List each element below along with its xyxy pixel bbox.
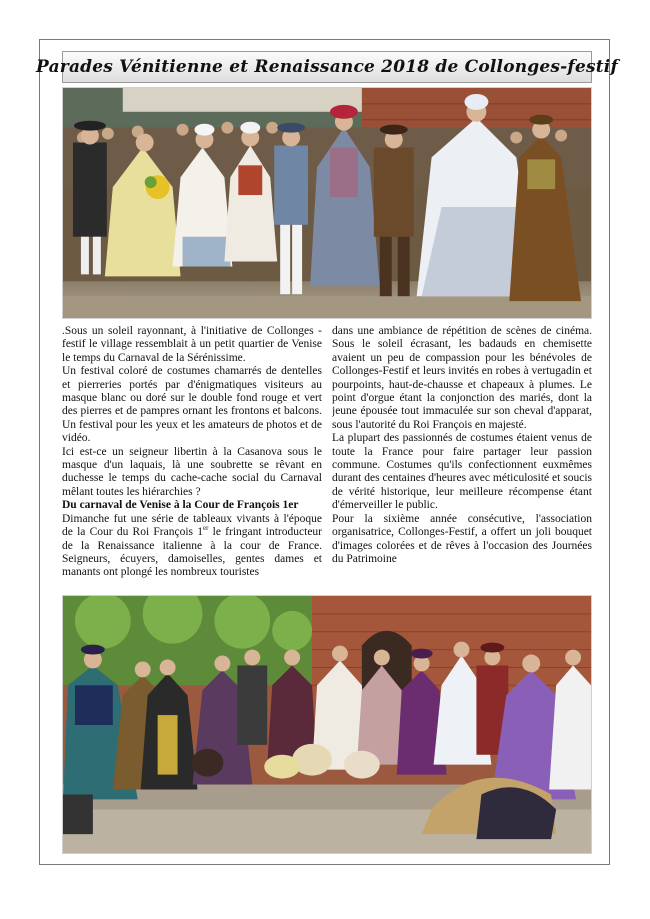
left-paragraph-4-start: Dimanche fut une série de tableaux vivants à l'époque de la Cour du Roi François 1: [62, 512, 322, 539]
renaissance-group-photo: [62, 595, 592, 854]
parade-photo-top: [62, 87, 592, 319]
left-paragraph-2: Un festival coloré de costumes chamarrés de dentelles et pierreries portés par d'énigmatiques visiteurs au masque blanc ou doré sur le double fond rouge et vert des pierres et de pampres ornant les frontons et balcons. Un festival pour les yeux et les amateurs de photos et de vidéo.: [62, 365, 322, 445]
section-heading: Du carnaval de Venise à la Cour de François 1er: [62, 499, 299, 512]
left-paragraph-1: .Sous un soleil rayonnant, à l'initiative de Collonges -festif le village ressemblait à un petit quartier de Venise le temps du Carnaval de la Sérénissime.: [62, 325, 322, 364]
right-paragraph-2: La plupart des passionnés de costumes étaient venus de toute la France pour faire partager leur passion commune. Costumes qu'ils confectionnent euxmêmes durant des centaines d'heures avec méticulosité et soucis de vérité historique, leur meilleure récompense étant d'émerveiller le public.: [332, 432, 592, 512]
left-paragraph-3: Ici est-ce un seigneur libertin à la Casanova sous le masque d'un laquais, là une soubrette se rêvant en duchesse le temps du cache-cache social du Carnaval mêlant toutes les hiérarchies ?: [62, 445, 322, 498]
title-bar: [36, 51, 618, 83]
page-title: Parades Vénitienne et Renaissance 2018 de Collonges-festif: [36, 57, 618, 77]
right-paragraph-3: Pour la sixième année consécutive, l'association organisatrice, Collonges-Festif, a offert un joli bouquet d'images colorées et de rêves à l'occasion des Journées du Patrimoine: [332, 512, 592, 565]
left-paragraph-4-end: le fringant introducteur de la Renaissance italienne à la cour de France. Seigneurs, écuyers, damoiselles, gentes dames et manants ont plongé les nombreux touristes: [62, 526, 322, 579]
article-columns: [62, 325, 592, 591]
article-right-column: [332, 325, 592, 591]
ordinal-superscript: er: [202, 524, 209, 533]
left-paragraph-4: [62, 513, 322, 580]
article-left-column: [62, 325, 322, 591]
right-paragraph-1: dans une ambiance de répétition de scènes de cinéma. Sous le soleil écrasant, les badauds en chemisette avaient un peu de compassion pour les bénévoles de Collonges-Festif et leurs invités en robes à vertugadin et pourpoints, haut-de-chausse et chapeaux à plumes. Le point d'orgue étant la conjonction des mariés, dont la jeune épousée tout immaculée sur son cheval d'apparat, sous l'autorité du Roi François en majesté.: [332, 325, 592, 431]
